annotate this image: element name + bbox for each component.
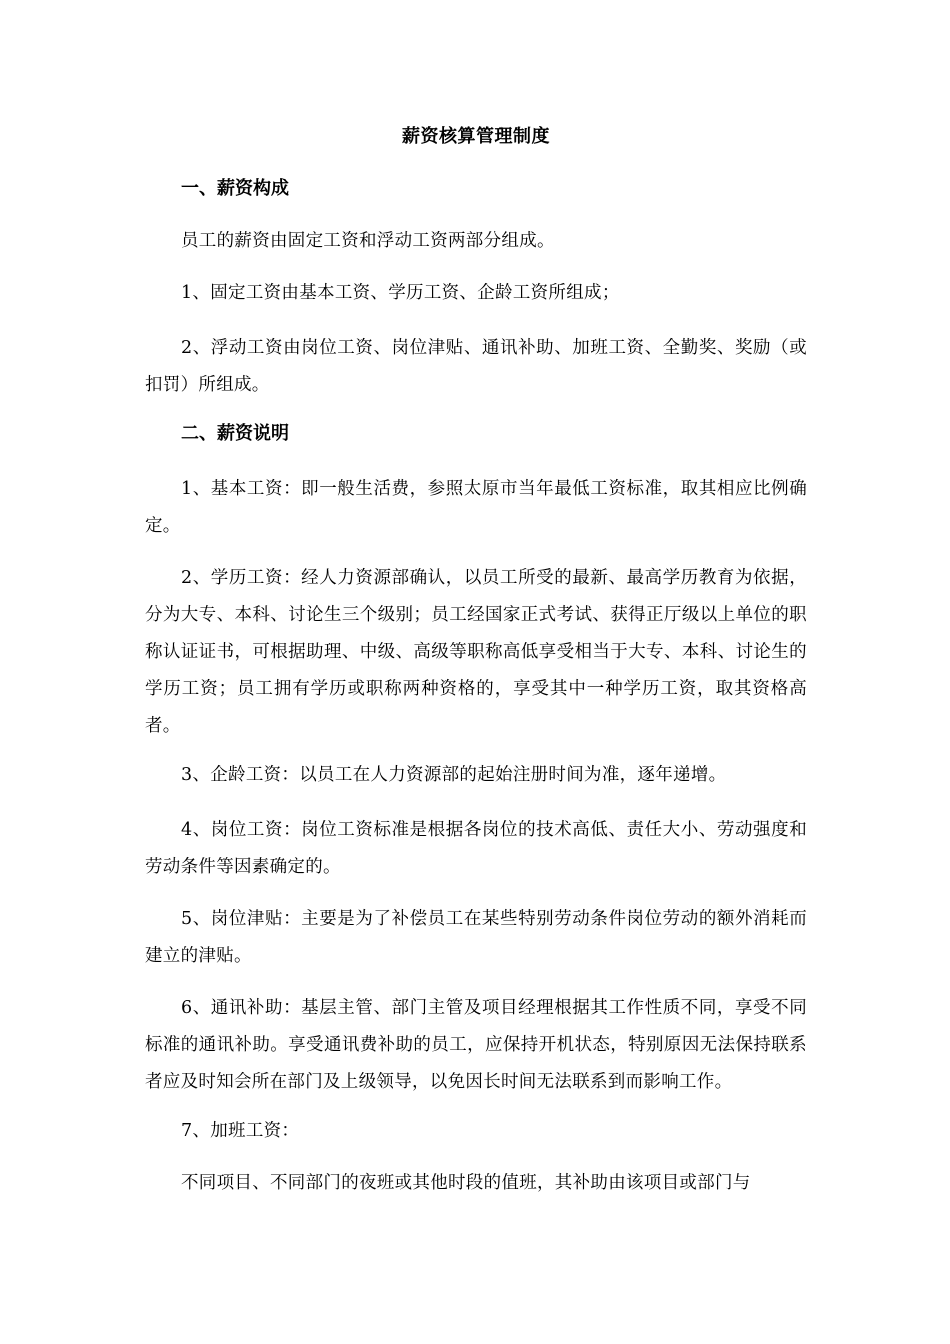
document-body — [145, 122, 807, 1220]
section-heading-composition: 一、薪资构成 — [181, 178, 289, 199]
paragraph: 6、通讯补助：基层主管、部门主管及项目经理根据其工作性质不同，享受不同标准的通讯补助。享受通讯费补助的员工，应保持开机状态，特别原因无法保持联系者应及时知会所在部门及上级领导，以免因长时间无法联系到而影响工作。 — [145, 998, 807, 1092]
paragraph: 员工的薪资由固定工资和浮动工资两部分组成。 — [181, 231, 555, 251]
document-title: 薪资核算管理制度 — [402, 126, 550, 147]
paragraph: 7、加班工资： — [181, 1121, 300, 1141]
section-heading-explanation: 二、薪资说明 — [181, 423, 289, 444]
paragraph: 1、基本工资：即一般生活费，参照太原市当年最低工资标准，取其相应比例确定。 — [145, 479, 807, 536]
paragraph: 不同项目、不同部门的夜班或其他时段的值班，其补助由该项目或部门与 — [181, 1173, 751, 1193]
paragraph: 2、学历工资：经人力资源部确认，以员工所受的最新、最高学历教育为依据，分为大专、本科、讨论生三个级别；员工经国家正式考试、获得正厅级以上单位的职称认证证书，可根据助理、中级、高级等职称高低享受相当于大专、本科、讨论生的学历工资；员工拥有学历或职称两种资格的，享受其中一种学历工资，取其资格高者。 — [145, 568, 807, 736]
paragraph: 1、固定工资由基本工资、学历工资、企龄工资所组成； — [181, 283, 620, 303]
paragraph: 2、浮动工资由岗位工资、岗位津贴、通讯补助、加班工资、全勤奖、奖励（或扣罚）所组成。 — [145, 338, 807, 395]
paragraph: 5、岗位津贴：主要是为了补偿员工在某些特别劳动条件岗位劳动的额外消耗而建立的津贴。 — [145, 909, 807, 966]
paragraph: 3、企龄工资：以员工在人力资源部的起始注册时间为准，逐年递增。 — [181, 765, 727, 785]
paragraph: 4、岗位工资：岗位工资标准是根据各岗位的技术高低、责任大小、劳动强度和劳动条件等因素确定的。 — [145, 820, 807, 877]
